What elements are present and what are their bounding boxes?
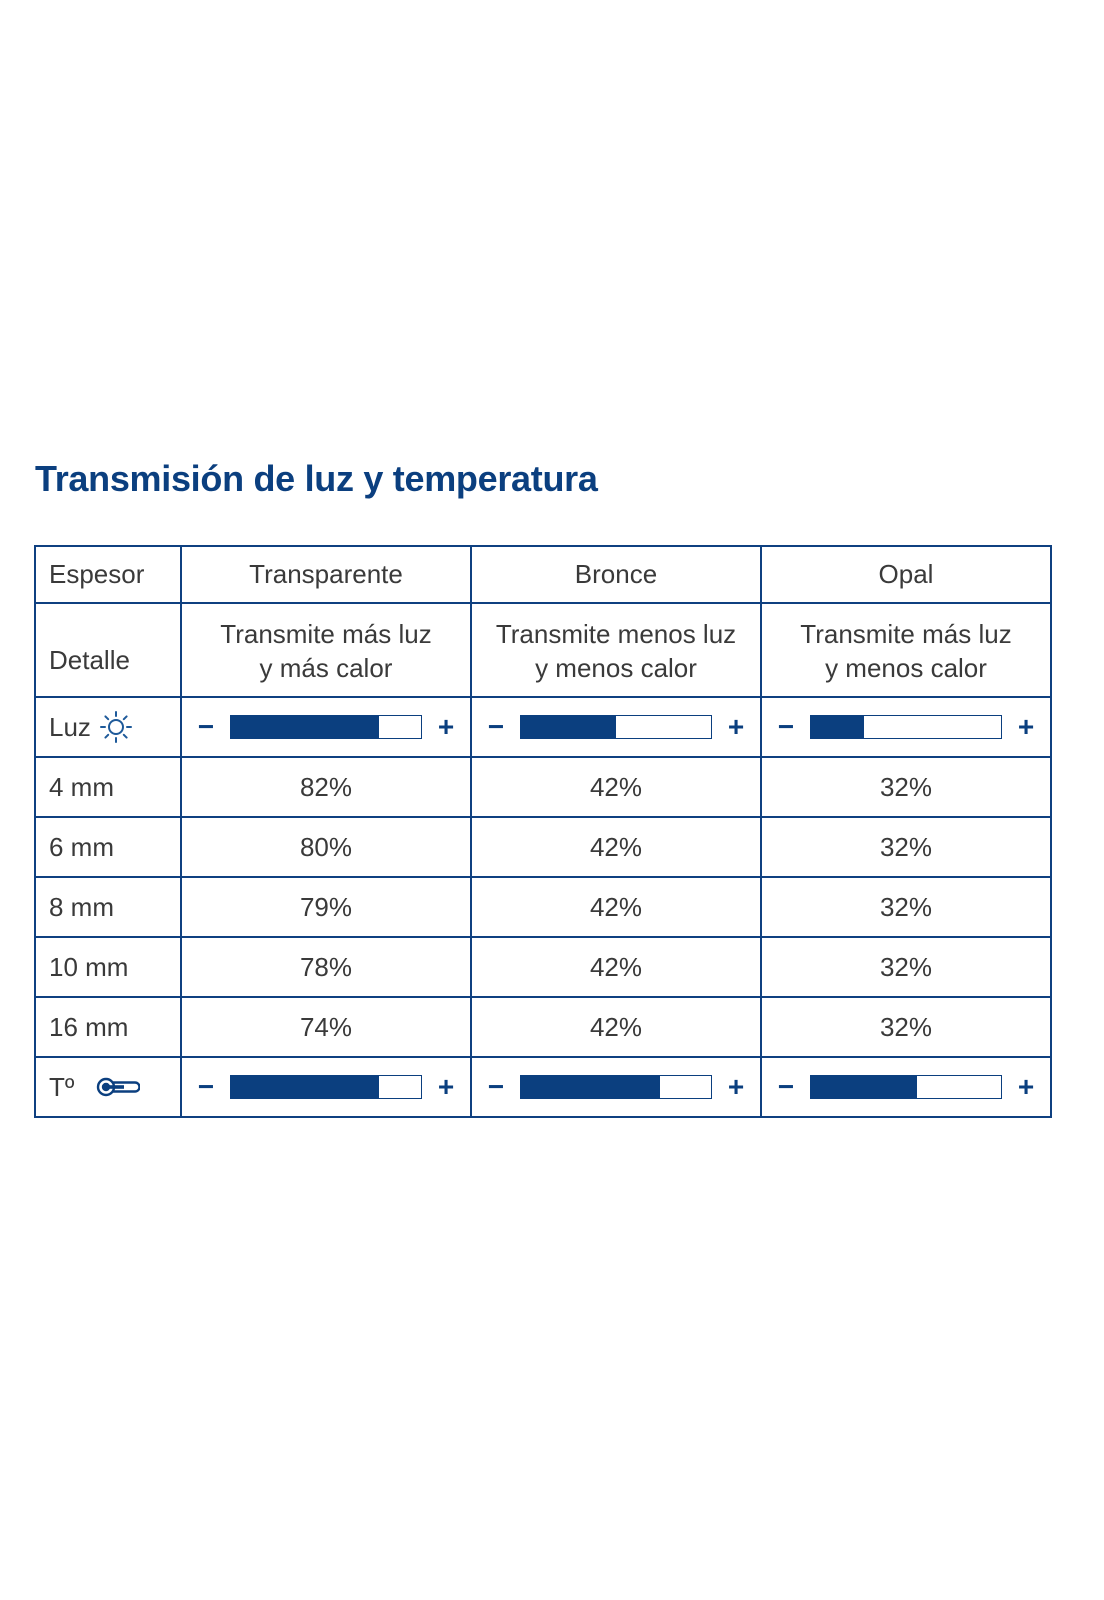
value-cell: 32% xyxy=(761,817,1051,877)
plus-sign: + xyxy=(437,711,455,742)
table-row xyxy=(35,757,1051,817)
temperature-level-fill xyxy=(231,1076,379,1098)
minus-sign: − xyxy=(487,1071,505,1102)
detail-line: y más calor xyxy=(259,653,393,683)
light-label-cell xyxy=(35,697,181,757)
temperature-level-bar xyxy=(810,1075,1002,1099)
detail-cell-transparente xyxy=(181,603,471,697)
thickness-header: Espesor xyxy=(35,546,181,603)
value-cell: 32% xyxy=(761,997,1051,1057)
value-cell: 32% xyxy=(761,877,1051,937)
value-cell: 82% xyxy=(181,757,471,817)
value-cell: 42% xyxy=(471,817,761,877)
thickness-cell: 8 mm xyxy=(35,877,181,937)
value-cell: 42% xyxy=(471,937,761,997)
plus-sign: + xyxy=(1017,1071,1035,1102)
table-row xyxy=(35,877,1051,937)
detail-cell-opal xyxy=(761,603,1051,697)
value-cell: 80% xyxy=(181,817,471,877)
thermometer-icon xyxy=(96,1074,140,1100)
plus-sign: + xyxy=(727,711,745,742)
value-cell: 32% xyxy=(761,757,1051,817)
light-scale-cell xyxy=(471,697,761,757)
detail-line: y menos calor xyxy=(535,653,697,683)
thickness-cell: 6 mm xyxy=(35,817,181,877)
plus-sign: + xyxy=(727,1071,745,1102)
minus-sign: − xyxy=(197,1071,215,1102)
column-header-bronce: Bronce xyxy=(471,546,761,603)
light-scale-cell xyxy=(181,697,471,757)
value-cell: 42% xyxy=(471,757,761,817)
thickness-cell: 4 mm xyxy=(35,757,181,817)
light-scale-row xyxy=(35,697,1051,757)
detail-row xyxy=(35,603,1051,697)
temperature-scale-cell xyxy=(181,1057,471,1117)
detail-line: Transmite más luz xyxy=(800,619,1012,649)
temperature-scale-cell xyxy=(761,1057,1051,1117)
table-row xyxy=(35,937,1051,997)
minus-sign: − xyxy=(487,711,505,742)
plus-sign: + xyxy=(1017,711,1035,742)
temperature-scale-cell xyxy=(471,1057,761,1117)
light-scale-cell xyxy=(761,697,1051,757)
thickness-cell: 10 mm xyxy=(35,937,181,997)
value-cell: 42% xyxy=(471,997,761,1057)
column-header-opal: Opal xyxy=(761,546,1051,603)
light-level-fill xyxy=(811,716,864,738)
detail-cell-bronce xyxy=(471,603,761,697)
table-row xyxy=(35,997,1051,1057)
transmission-table xyxy=(34,545,1052,1118)
light-level-fill xyxy=(231,716,379,738)
light-level-bar xyxy=(230,715,422,739)
value-cell: 32% xyxy=(761,937,1051,997)
temperature-level-fill xyxy=(811,1076,917,1098)
value-cell: 42% xyxy=(471,877,761,937)
detail-line: y menos calor xyxy=(825,653,987,683)
page-title: Transmisión de luz y temperatura xyxy=(35,458,598,499)
minus-sign: − xyxy=(777,711,795,742)
detail-label: Detalle xyxy=(35,603,181,697)
light-level-fill xyxy=(521,716,616,738)
temperature-level-fill xyxy=(521,1076,660,1098)
temperature-level-bar xyxy=(520,1075,712,1099)
value-cell: 74% xyxy=(181,997,471,1057)
thickness-cell: 16 mm xyxy=(35,997,181,1057)
temperature-label: Tº xyxy=(49,1071,75,1102)
light-label: Luz xyxy=(49,711,91,742)
table-row xyxy=(35,817,1051,877)
column-header-transparente: Transparente xyxy=(181,546,471,603)
plus-sign: + xyxy=(437,1071,455,1102)
value-cell: 79% xyxy=(181,877,471,937)
temperature-label-cell xyxy=(35,1057,181,1117)
detail-line: Transmite menos luz xyxy=(495,619,737,649)
sun-icon xyxy=(99,710,133,744)
header-row xyxy=(35,546,1051,603)
light-level-bar xyxy=(810,715,1002,739)
temperature-scale-row xyxy=(35,1057,1051,1117)
minus-sign: − xyxy=(777,1071,795,1102)
light-level-bar xyxy=(520,715,712,739)
value-cell: 78% xyxy=(181,937,471,997)
temperature-level-bar xyxy=(230,1075,422,1099)
detail-line: Transmite más luz xyxy=(220,619,432,649)
minus-sign: − xyxy=(197,711,215,742)
